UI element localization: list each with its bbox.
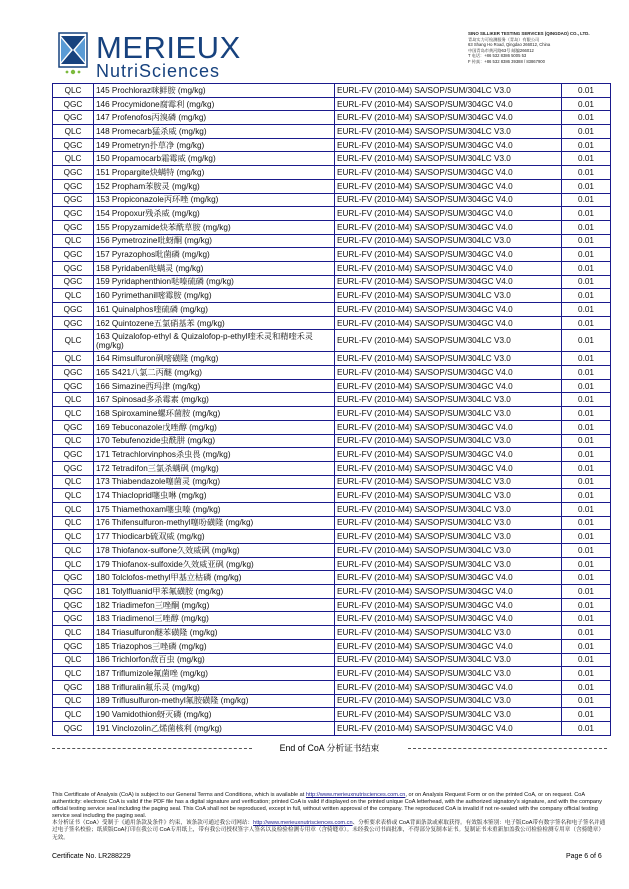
method-cell: QGC: [53, 166, 94, 180]
table-row: [53, 639, 611, 653]
method-cell: QLC: [53, 502, 94, 516]
item-cell: 146 Procymidone腐霉利 (mg/kg): [94, 97, 335, 111]
table-row: [53, 612, 611, 626]
method-cell: QGC: [53, 275, 94, 289]
table-row: [53, 193, 611, 207]
item-cell: 190 Vamidothion蚜灭磷 (mg/kg): [94, 708, 335, 722]
table-row: [53, 516, 611, 530]
loq-cell: 0.01: [562, 557, 611, 571]
item-cell: 186 Trichlorfon敌百虫 (mg/kg): [94, 653, 335, 667]
method-cell: QLC: [53, 393, 94, 407]
table-row: [53, 261, 611, 275]
item-cell: 173 Thiabendazole噻菌灵 (mg/kg): [94, 475, 335, 489]
standard-cell: EURL-FV (2010-M4) SA/SOP/SUM/304LC V3.0: [335, 84, 562, 98]
method-cell: QGC: [53, 571, 94, 585]
terms-text-a: This Certificate of Analysis (CoA) is subject to our General Terms and Conditions, which is available at: [52, 792, 305, 798]
item-cell: 160 Pyrimethanil嘧霉胺 (mg/kg): [94, 289, 335, 303]
standard-cell: EURL-FV (2010-M4) SA/SOP/SUM/304LC V3.0: [335, 434, 562, 448]
item-cell: 159 Pyridaphenthion哒嗪硫磷 (mg/kg): [94, 275, 335, 289]
standard-cell: EURL-FV (2010-M4) SA/SOP/SUM/304GC V4.0: [335, 461, 562, 475]
item-cell: 166 Simazine西玛津 (mg/kg): [94, 379, 335, 393]
loq-cell: 0.01: [562, 407, 611, 421]
method-cell: QGC: [53, 97, 94, 111]
standard-cell: EURL-FV (2010-M4) SA/SOP/SUM/304GC V4.0: [335, 97, 562, 111]
table-row: [53, 585, 611, 599]
item-cell: 165 S421八氯二丙醚 (mg/kg): [94, 366, 335, 380]
method-cell: QGC: [53, 379, 94, 393]
results-table-wrapper: [52, 83, 607, 736]
loq-cell: 0.01: [562, 420, 611, 434]
standard-cell: EURL-FV (2010-M4) SA/SOP/SUM/304LC V3.0: [335, 330, 562, 352]
standard-cell: EURL-FV (2010-M4) SA/SOP/SUM/304GC V4.0: [335, 721, 562, 735]
standard-cell: EURL-FV (2010-M4) SA/SOP/SUM/304GC V4.0: [335, 316, 562, 330]
item-cell: 162 Quintozene五氯硝基苯 (mg/kg): [94, 316, 335, 330]
table-row: [53, 721, 611, 735]
item-cell: 157 Pyrazophos吡菌磷 (mg/kg): [94, 248, 335, 262]
method-cell: QGC: [53, 261, 94, 275]
item-cell: 153 Propiconazole丙环唑 (mg/kg): [94, 193, 335, 207]
table-row: [53, 220, 611, 234]
table-row: [53, 489, 611, 503]
method-cell: QLC: [53, 152, 94, 166]
loq-cell: 0.01: [562, 653, 611, 667]
footer-terms: [52, 792, 609, 842]
standard-cell: EURL-FV (2010-M4) SA/SOP/SUM/304LC V3.0: [335, 667, 562, 681]
standard-cell: EURL-FV (2010-M4) SA/SOP/SUM/304GC V4.0: [335, 111, 562, 125]
method-cell: QLC: [53, 694, 94, 708]
standard-cell: EURL-FV (2010-M4) SA/SOP/SUM/304GC V4.0: [335, 275, 562, 289]
table-row: [53, 571, 611, 585]
end-of-coa-line: [52, 742, 607, 754]
standard-cell: EURL-FV (2010-M4) SA/SOP/SUM/304LC V3.0: [335, 653, 562, 667]
standard-cell: EURL-FV (2010-M4) SA/SOP/SUM/304GC V4.0: [335, 598, 562, 612]
standard-cell: EURL-FV (2010-M4) SA/SOP/SUM/304GC V4.0: [335, 179, 562, 193]
item-cell: 161 Quinalphos喹硫磷 (mg/kg): [94, 303, 335, 317]
loq-cell: 0.01: [562, 152, 611, 166]
method-cell: QLC: [53, 653, 94, 667]
company-address: 63 Shang Ho Road, Qingdao 266012, China: [468, 42, 551, 48]
company-address-cn: 中国青岛市黄河路63号 邮编266012: [468, 47, 534, 53]
loq-cell: 0.01: [562, 366, 611, 380]
loq-cell: 0.01: [562, 97, 611, 111]
loq-cell: 0.01: [562, 111, 611, 125]
item-cell: 149 Prometryn扑草净 (mg/kg): [94, 138, 335, 152]
method-cell: QGC: [53, 111, 94, 125]
item-cell: 176 Thifensulfuron-methyl噻吩磺隆 (mg/kg): [94, 516, 335, 530]
item-cell: 172 Tetradifon三氯杀螨砜 (mg/kg): [94, 461, 335, 475]
item-cell: 148 Promecarb猛杀威 (mg/kg): [94, 125, 335, 139]
page-header: [0, 0, 629, 86]
table-row: [53, 152, 611, 166]
method-cell: QLC: [53, 626, 94, 640]
loq-cell: 0.01: [562, 179, 611, 193]
method-cell: QLC: [53, 289, 94, 303]
item-cell: 158 Pyridaben哒螨灵 (mg/kg): [94, 261, 335, 275]
standard-cell: EURL-FV (2010-M4) SA/SOP/SUM/304LC V3.0: [335, 708, 562, 722]
standard-cell: EURL-FV (2010-M4) SA/SOP/SUM/304LC V3.0: [335, 475, 562, 489]
loq-cell: 0.01: [562, 598, 611, 612]
method-cell: QGC: [53, 303, 94, 317]
item-cell: 188 Trifluralin氟乐灵 (mg/kg): [94, 680, 335, 694]
loq-cell: 0.01: [562, 680, 611, 694]
method-cell: QGC: [53, 461, 94, 475]
table-row: [53, 234, 611, 248]
table-row: [53, 557, 611, 571]
company-name: SINO SILLIKER TESTING SERVICES (QINGDAO) CO., LTD.: [468, 31, 590, 36]
loq-cell: 0.01: [562, 234, 611, 248]
standard-cell: EURL-FV (2010-M4) SA/SOP/SUM/304LC V3.0: [335, 544, 562, 558]
item-cell: 145 Prochloraz咪鲜胺 (mg/kg): [94, 84, 335, 98]
company-tel: T 电话：+86 532 8386 5005 53: [468, 53, 527, 59]
loq-cell: 0.01: [562, 489, 611, 503]
loq-cell: 0.01: [562, 379, 611, 393]
item-cell: 167 Spinosad多杀霉素 (mg/kg): [94, 393, 335, 407]
loq-cell: 0.01: [562, 448, 611, 462]
standard-cell: EURL-FV (2010-M4) SA/SOP/SUM/304GC V4.0: [335, 248, 562, 262]
table-row: [53, 393, 611, 407]
table-row: [53, 207, 611, 221]
standard-cell: EURL-FV (2010-M4) SA/SOP/SUM/304GC V4.0: [335, 680, 562, 694]
loq-cell: 0.01: [562, 261, 611, 275]
loq-cell: 0.01: [562, 585, 611, 599]
item-cell: 181 Tolylfluanid甲苯氟磺胺 (mg/kg): [94, 585, 335, 599]
terms-text-b: , or on Analysis Request Form or on the printed CoA, or on request. CoA authenticity: electronic CoA is valid if the PDF file has a digital signature and verification; printed CoA is valid if displayed on the printed unique CoA letterhead, with the authorized signatory's signature, and with the company official testing service seal including the paging seal. This CoA shall not be reproduced, except in full, without written approval of the company. The reproduced CoA is invalid if not re-sealed with the company official testing service seal including the paging seal.: [52, 792, 602, 820]
loq-cell: 0.01: [562, 502, 611, 516]
standard-cell: EURL-FV (2010-M4) SA/SOP/SUM/304LC V3.0: [335, 516, 562, 530]
standard-cell: EURL-FV (2010-M4) SA/SOP/SUM/304GC V4.0: [335, 420, 562, 434]
method-cell: QGC: [53, 138, 94, 152]
standard-cell: EURL-FV (2010-M4) SA/SOP/SUM/304GC V4.0: [335, 220, 562, 234]
loq-cell: 0.01: [562, 393, 611, 407]
company-fax: F 传真：+86 532 8386 39388 / 83867900: [468, 58, 545, 64]
method-cell: QLC: [53, 434, 94, 448]
method-cell: QGC: [53, 448, 94, 462]
loq-cell: 0.01: [562, 530, 611, 544]
method-cell: QGC: [53, 179, 94, 193]
loq-cell: 0.01: [562, 352, 611, 366]
end-of-coa-text: End of CoA 分析证书结束: [277, 743, 383, 753]
table-row: [53, 303, 611, 317]
terms-chinese: [52, 820, 609, 841]
terms-cn-text-b: 、分析要求表格或 CoA背面条款或索取获得。有效版本鉴别：电子版CoA带有数字签名和电子签名并通过电子签名校验；纸质版CoA打印在我公司 CoA专用纸上，带有我公司授权签字人签名以及检验检测专用章（含骑缝章）。未经我公司书面批准，不得部分复制本证书。复制证书未重新加盖我公司检验检测专用章（含骑缝章）无效。: [52, 820, 606, 841]
standard-cell: EURL-FV (2010-M4) SA/SOP/SUM/304LC V3.0: [335, 125, 562, 139]
certificate-number: Certificate No. LR288229: [52, 853, 131, 860]
loq-cell: 0.01: [562, 721, 611, 735]
method-cell: QLC: [53, 516, 94, 530]
method-cell: QLC: [53, 475, 94, 489]
company-info: [468, 31, 628, 65]
method-cell: QLC: [53, 530, 94, 544]
loq-cell: 0.01: [562, 694, 611, 708]
terms-link[interactable]: http://www.merieuxnutrisciences.com.cn: [305, 792, 406, 798]
method-cell: QGC: [53, 612, 94, 626]
table-row: [53, 366, 611, 380]
standard-cell: EURL-FV (2010-M4) SA/SOP/SUM/304LC V3.0: [335, 530, 562, 544]
standard-cell: EURL-FV (2010-M4) SA/SOP/SUM/304GC V4.0: [335, 612, 562, 626]
standard-cell: EURL-FV (2010-M4) SA/SOP/SUM/304LC V3.0: [335, 407, 562, 421]
loq-cell: 0.01: [562, 475, 611, 489]
table-row: [53, 111, 611, 125]
item-cell: 156 Pymetrozine吡蚜酮 (mg/kg): [94, 234, 335, 248]
item-cell: 182 Triadimefon三唑酮 (mg/kg): [94, 598, 335, 612]
loq-cell: 0.01: [562, 220, 611, 234]
method-cell: QLC: [53, 407, 94, 421]
table-row: [53, 502, 611, 516]
table-row: [53, 708, 611, 722]
table-row: [53, 475, 611, 489]
loq-cell: 0.01: [562, 461, 611, 475]
item-cell: 177 Thiodicarb硫双威 (mg/kg): [94, 530, 335, 544]
standard-cell: EURL-FV (2010-M4) SA/SOP/SUM/304GC V4.0: [335, 207, 562, 221]
item-cell: 178 Thiofanox-sulfone久效威砜 (mg/kg): [94, 544, 335, 558]
loq-cell: 0.01: [562, 166, 611, 180]
item-cell: 168 Spiroxamine螺环菌胺 (mg/kg): [94, 407, 335, 421]
method-cell: QGC: [53, 316, 94, 330]
item-cell: 170 Tebufenozide虫酰肼 (mg/kg): [94, 434, 335, 448]
loq-cell: 0.01: [562, 544, 611, 558]
item-cell: 174 Thiacloprid噻虫啉 (mg/kg): [94, 489, 335, 503]
item-cell: 179 Thiofanox-sulfoxide久效威亚砜 (mg/kg): [94, 557, 335, 571]
table-row: [53, 316, 611, 330]
loq-cell: 0.01: [562, 434, 611, 448]
loq-cell: 0.01: [562, 626, 611, 640]
table-row: [53, 530, 611, 544]
standard-cell: EURL-FV (2010-M4) SA/SOP/SUM/304LC V3.0: [335, 234, 562, 248]
table-row: [53, 544, 611, 558]
table-row: [53, 84, 611, 98]
company-logo: [56, 30, 266, 82]
loq-cell: 0.01: [562, 138, 611, 152]
item-cell: 155 Propyzamide炔苯酰草胺 (mg/kg): [94, 220, 335, 234]
merieux-logo-icon: [56, 30, 90, 76]
loq-cell: 0.01: [562, 330, 611, 352]
standard-cell: EURL-FV (2010-M4) SA/SOP/SUM/304GC V4.0: [335, 448, 562, 462]
table-row: [53, 352, 611, 366]
terms-cn-text-a: 本分析证书（CoA）受制于《通用条款及条件》约束，该条款可通过我公司网站：: [52, 820, 254, 827]
item-cell: 171 Tetrachlorvinphos杀虫畏 (mg/kg): [94, 448, 335, 462]
method-cell: QLC: [53, 84, 94, 98]
standard-cell: EURL-FV (2010-M4) SA/SOP/SUM/304LC V3.0: [335, 626, 562, 640]
loq-cell: 0.01: [562, 667, 611, 681]
method-cell: QLC: [53, 557, 94, 571]
table-row: [53, 461, 611, 475]
standard-cell: EURL-FV (2010-M4) SA/SOP/SUM/304GC V4.0: [335, 585, 562, 599]
loq-cell: 0.01: [562, 193, 611, 207]
standard-cell: EURL-FV (2010-M4) SA/SOP/SUM/304LC V3.0: [335, 502, 562, 516]
loq-cell: 0.01: [562, 289, 611, 303]
standard-cell: EURL-FV (2010-M4) SA/SOP/SUM/304GC V4.0: [335, 193, 562, 207]
table-row: [53, 179, 611, 193]
table-row: [53, 420, 611, 434]
table-row: [53, 138, 611, 152]
terms-cn-link[interactable]: http://www.merieuxnutrisciences.com.cn: [253, 820, 353, 827]
company-name-cn: 青岛实力可检测服务（青岛）有限公司: [468, 36, 540, 42]
method-cell: QLC: [53, 708, 94, 722]
table-row: [53, 598, 611, 612]
loq-cell: 0.01: [562, 248, 611, 262]
page-number: Page 6 of 6: [566, 853, 602, 860]
method-cell: QLC: [53, 544, 94, 558]
loq-cell: 0.01: [562, 316, 611, 330]
item-cell: 164 Rimsulfuron砜嘧磺隆 (mg/kg): [94, 352, 335, 366]
method-cell: QLC: [53, 667, 94, 681]
item-cell: 191 Vinclozolin乙烯菌核利 (mg/kg): [94, 721, 335, 735]
loq-cell: 0.01: [562, 275, 611, 289]
table-row: [53, 97, 611, 111]
standard-cell: EURL-FV (2010-M4) SA/SOP/SUM/304GC V4.0: [335, 261, 562, 275]
item-cell: 184 Triasulfuron醚苯磺隆 (mg/kg): [94, 626, 335, 640]
item-cell: 175 Thiamethoxam噻虫嗪 (mg/kg): [94, 502, 335, 516]
method-cell: QGC: [53, 220, 94, 234]
table-row: [53, 680, 611, 694]
table-row: [53, 626, 611, 640]
table-row: [53, 407, 611, 421]
table-row: [53, 653, 611, 667]
method-cell: QGC: [53, 207, 94, 221]
loq-cell: 0.01: [562, 84, 611, 98]
results-table-body: [53, 84, 611, 736]
loq-cell: 0.01: [562, 708, 611, 722]
item-cell: 185 Triazophos三唑磷 (mg/kg): [94, 639, 335, 653]
standard-cell: EURL-FV (2010-M4) SA/SOP/SUM/304LC V3.0: [335, 352, 562, 366]
table-row: [53, 694, 611, 708]
item-cell: 180 Tolclofos-methyl甲基立枯磷 (mg/kg): [94, 571, 335, 585]
item-cell: 147 Profenofos丙溴磷 (mg/kg): [94, 111, 335, 125]
table-row: [53, 330, 611, 352]
standard-cell: EURL-FV (2010-M4) SA/SOP/SUM/304LC V3.0: [335, 289, 562, 303]
loq-cell: 0.01: [562, 516, 611, 530]
standard-cell: EURL-FV (2010-M4) SA/SOP/SUM/304GC V4.0: [335, 138, 562, 152]
standard-cell: EURL-FV (2010-M4) SA/SOP/SUM/304GC V4.0: [335, 571, 562, 585]
method-cell: QLC: [53, 125, 94, 139]
table-row: [53, 289, 611, 303]
table-row: [53, 166, 611, 180]
standard-cell: EURL-FV (2010-M4) SA/SOP/SUM/304LC V3.0: [335, 152, 562, 166]
method-cell: QGC: [53, 721, 94, 735]
standard-cell: EURL-FV (2010-M4) SA/SOP/SUM/304GC V4.0: [335, 639, 562, 653]
standard-cell: EURL-FV (2010-M4) SA/SOP/SUM/304GC V4.0: [335, 379, 562, 393]
item-cell: 151 Propargite炔螨特 (mg/kg): [94, 166, 335, 180]
item-cell: 183 Triadimenol三唑醇 (mg/kg): [94, 612, 335, 626]
terms-english: [52, 792, 609, 820]
item-cell: 163 Quizalofop-ethyl & Quizalofop-p-ethyl喹禾灵和精喹禾灵 (mg/kg): [94, 330, 335, 352]
method-cell: QGC: [53, 193, 94, 207]
loq-cell: 0.01: [562, 612, 611, 626]
method-cell: QGC: [53, 420, 94, 434]
table-row: [53, 448, 611, 462]
item-cell: 152 Propham苯胺灵 (mg/kg): [94, 179, 335, 193]
item-cell: 154 Propoxur残杀威 (mg/kg): [94, 207, 335, 221]
standard-cell: EURL-FV (2010-M4) SA/SOP/SUM/304GC V4.0: [335, 366, 562, 380]
method-cell: QGC: [53, 680, 94, 694]
method-cell: QLC: [53, 489, 94, 503]
item-cell: 189 Triflusulfuron-methyl氟胺磺隆 (mg/kg): [94, 694, 335, 708]
item-cell: 150 Propamocarb霜霉威 (mg/kg): [94, 152, 335, 166]
method-cell: QGC: [53, 366, 94, 380]
method-cell: QGC: [53, 639, 94, 653]
loq-cell: 0.01: [562, 639, 611, 653]
item-cell: 187 Triflumizole氟菌唑 (mg/kg): [94, 667, 335, 681]
method-cell: QLC: [53, 352, 94, 366]
results-table: [52, 83, 611, 736]
item-cell: 169 Tebuconazole戊唑醇 (mg/kg): [94, 420, 335, 434]
method-cell: QLC: [53, 234, 94, 248]
loq-cell: 0.01: [562, 303, 611, 317]
loq-cell: 0.01: [562, 125, 611, 139]
standard-cell: EURL-FV (2010-M4) SA/SOP/SUM/304LC V3.0: [335, 393, 562, 407]
method-cell: QLC: [53, 330, 94, 352]
table-row: [53, 248, 611, 262]
table-row: [53, 379, 611, 393]
loq-cell: 0.01: [562, 571, 611, 585]
standard-cell: EURL-FV (2010-M4) SA/SOP/SUM/304LC V3.0: [335, 489, 562, 503]
logo-text-nutrisciences: NutriSciences: [96, 61, 221, 81]
method-cell: QGC: [53, 248, 94, 262]
table-row: [53, 275, 611, 289]
standard-cell: EURL-FV (2010-M4) SA/SOP/SUM/304GC V4.0: [335, 303, 562, 317]
method-cell: QGC: [53, 585, 94, 599]
logo-text-merieux: MERIEUX: [96, 30, 241, 65]
loq-cell: 0.01: [562, 207, 611, 221]
table-row: [53, 125, 611, 139]
method-cell: QGC: [53, 598, 94, 612]
table-row: [53, 667, 611, 681]
standard-cell: EURL-FV (2010-M4) SA/SOP/SUM/304LC V3.0: [335, 694, 562, 708]
table-row: [53, 434, 611, 448]
standard-cell: EURL-FV (2010-M4) SA/SOP/SUM/304LC V3.0: [335, 557, 562, 571]
standard-cell: EURL-FV (2010-M4) SA/SOP/SUM/304GC V4.0: [335, 166, 562, 180]
